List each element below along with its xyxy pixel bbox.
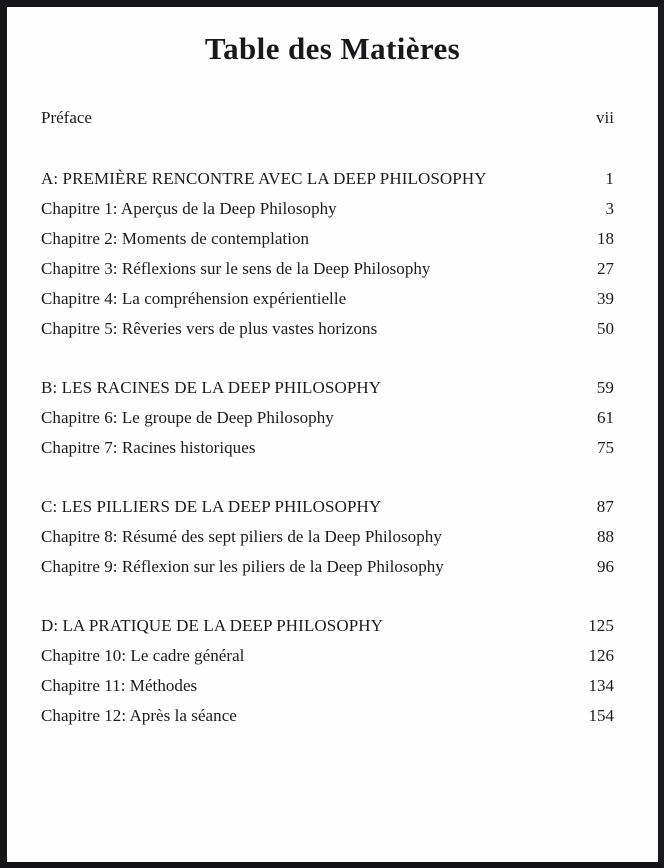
toc-entry-page-number: 27 — [597, 259, 614, 278]
toc-entry-chapter[interactable] — [41, 552, 614, 582]
toc-part-heading-b[interactable] — [41, 373, 614, 403]
toc-entry-chapter[interactable] — [41, 224, 614, 254]
page-title: Table des Matières — [204, 31, 461, 66]
toc-entry-label: Chapitre 10: Le cadre général — [41, 646, 245, 665]
toc-entry-page-number: 96 — [597, 557, 614, 576]
toc-entry-preface[interactable] — [41, 103, 614, 133]
toc-part-heading-c[interactable] — [41, 492, 614, 522]
table-of-contents — [7, 103, 658, 731]
toc-entry-page-number: 18 — [597, 229, 614, 248]
toc-entry-label: Chapitre 1: Aperçus de la Deep Philosophy — [41, 199, 337, 218]
toc-entry-label: Chapitre 9: Réflexion sur les piliers de la Deep Philosophy — [41, 557, 444, 576]
toc-entry-label: C: LES PILLIERS DE LA DEEP PHILOSOPHY — [41, 497, 382, 516]
toc-entry-page-number: 125 — [588, 616, 614, 635]
toc-part-heading-d[interactable] — [41, 611, 614, 641]
toc-entry-label: B: LES RACINES DE LA DEEP PHILOSOPHY — [41, 378, 382, 397]
toc-entry-page-number: 39 — [597, 289, 614, 308]
toc-entry-page-number: 134 — [588, 676, 614, 695]
toc-entry-page-number: vii — [596, 108, 614, 127]
page-content-area — [7, 7, 658, 862]
toc-entry-chapter[interactable] — [41, 433, 614, 463]
toc-entry-page-number: 1 — [605, 169, 614, 188]
toc-entry-label: Chapitre 5: Rêveries vers de plus vastes horizons — [41, 319, 378, 338]
toc-part-heading-a[interactable] — [41, 164, 614, 194]
toc-entry-page-number: 154 — [588, 706, 614, 725]
toc-entry-page-number: 88 — [597, 527, 614, 546]
toc-entry-label: Chapitre 6: Le groupe de Deep Philosophy — [41, 408, 334, 427]
toc-entry-label: Chapitre 2: Moments de contemplation — [41, 229, 310, 248]
toc-entry-chapter[interactable] — [41, 254, 614, 284]
part-block-d — [41, 611, 614, 731]
toc-entry-page-number: 59 — [596, 378, 614, 397]
toc-entry-chapter[interactable] — [41, 701, 614, 731]
toc-entry-label: Chapitre 11: Méthodes — [41, 676, 198, 695]
toc-entry-chapter[interactable] — [41, 403, 614, 433]
toc-entry-label: Chapitre 7: Racines historiques — [41, 438, 256, 457]
toc-entry-chapter[interactable] — [41, 522, 614, 552]
toc-entry-label: Préface — [41, 108, 92, 127]
toc-entry-page-number: 61 — [597, 408, 614, 427]
toc-entry-label: Chapitre 8: Résumé des sept piliers de la Deep Philosophy — [41, 527, 442, 546]
toc-entry-label: Chapitre 12: Après la séance — [41, 706, 237, 725]
toc-entry-chapter[interactable] — [41, 314, 614, 344]
part-block-c — [41, 492, 614, 582]
toc-entry-chapter[interactable] — [41, 671, 614, 701]
part-block-a — [41, 164, 614, 344]
toc-entry-page-number: 3 — [605, 199, 614, 218]
toc-entry-page-number: 50 — [597, 319, 614, 338]
part-block-b — [41, 373, 614, 463]
toc-entry-page-number: 75 — [597, 438, 614, 457]
toc-entry-chapter[interactable] — [41, 641, 614, 671]
toc-entry-label: Chapitre 3: Réflexions sur le sens de la Deep Philosophy — [41, 259, 431, 278]
toc-entry-label: A: PREMIÈRE RENCONTRE AVEC LA DEEP PHILOSOPHY — [41, 169, 487, 188]
toc-entry-page-number: 126 — [588, 646, 614, 665]
toc-entry-label: D: LA PRATIQUE DE LA DEEP PHILOSOPHY — [41, 616, 384, 635]
toc-entry-chapter[interactable] — [41, 194, 614, 224]
toc-entry-chapter[interactable] — [41, 284, 614, 314]
toc-entry-page-number: 87 — [596, 497, 614, 516]
toc-entry-label: Chapitre 4: La compréhension expérientielle — [41, 289, 347, 308]
front-matter-block — [41, 103, 614, 133]
